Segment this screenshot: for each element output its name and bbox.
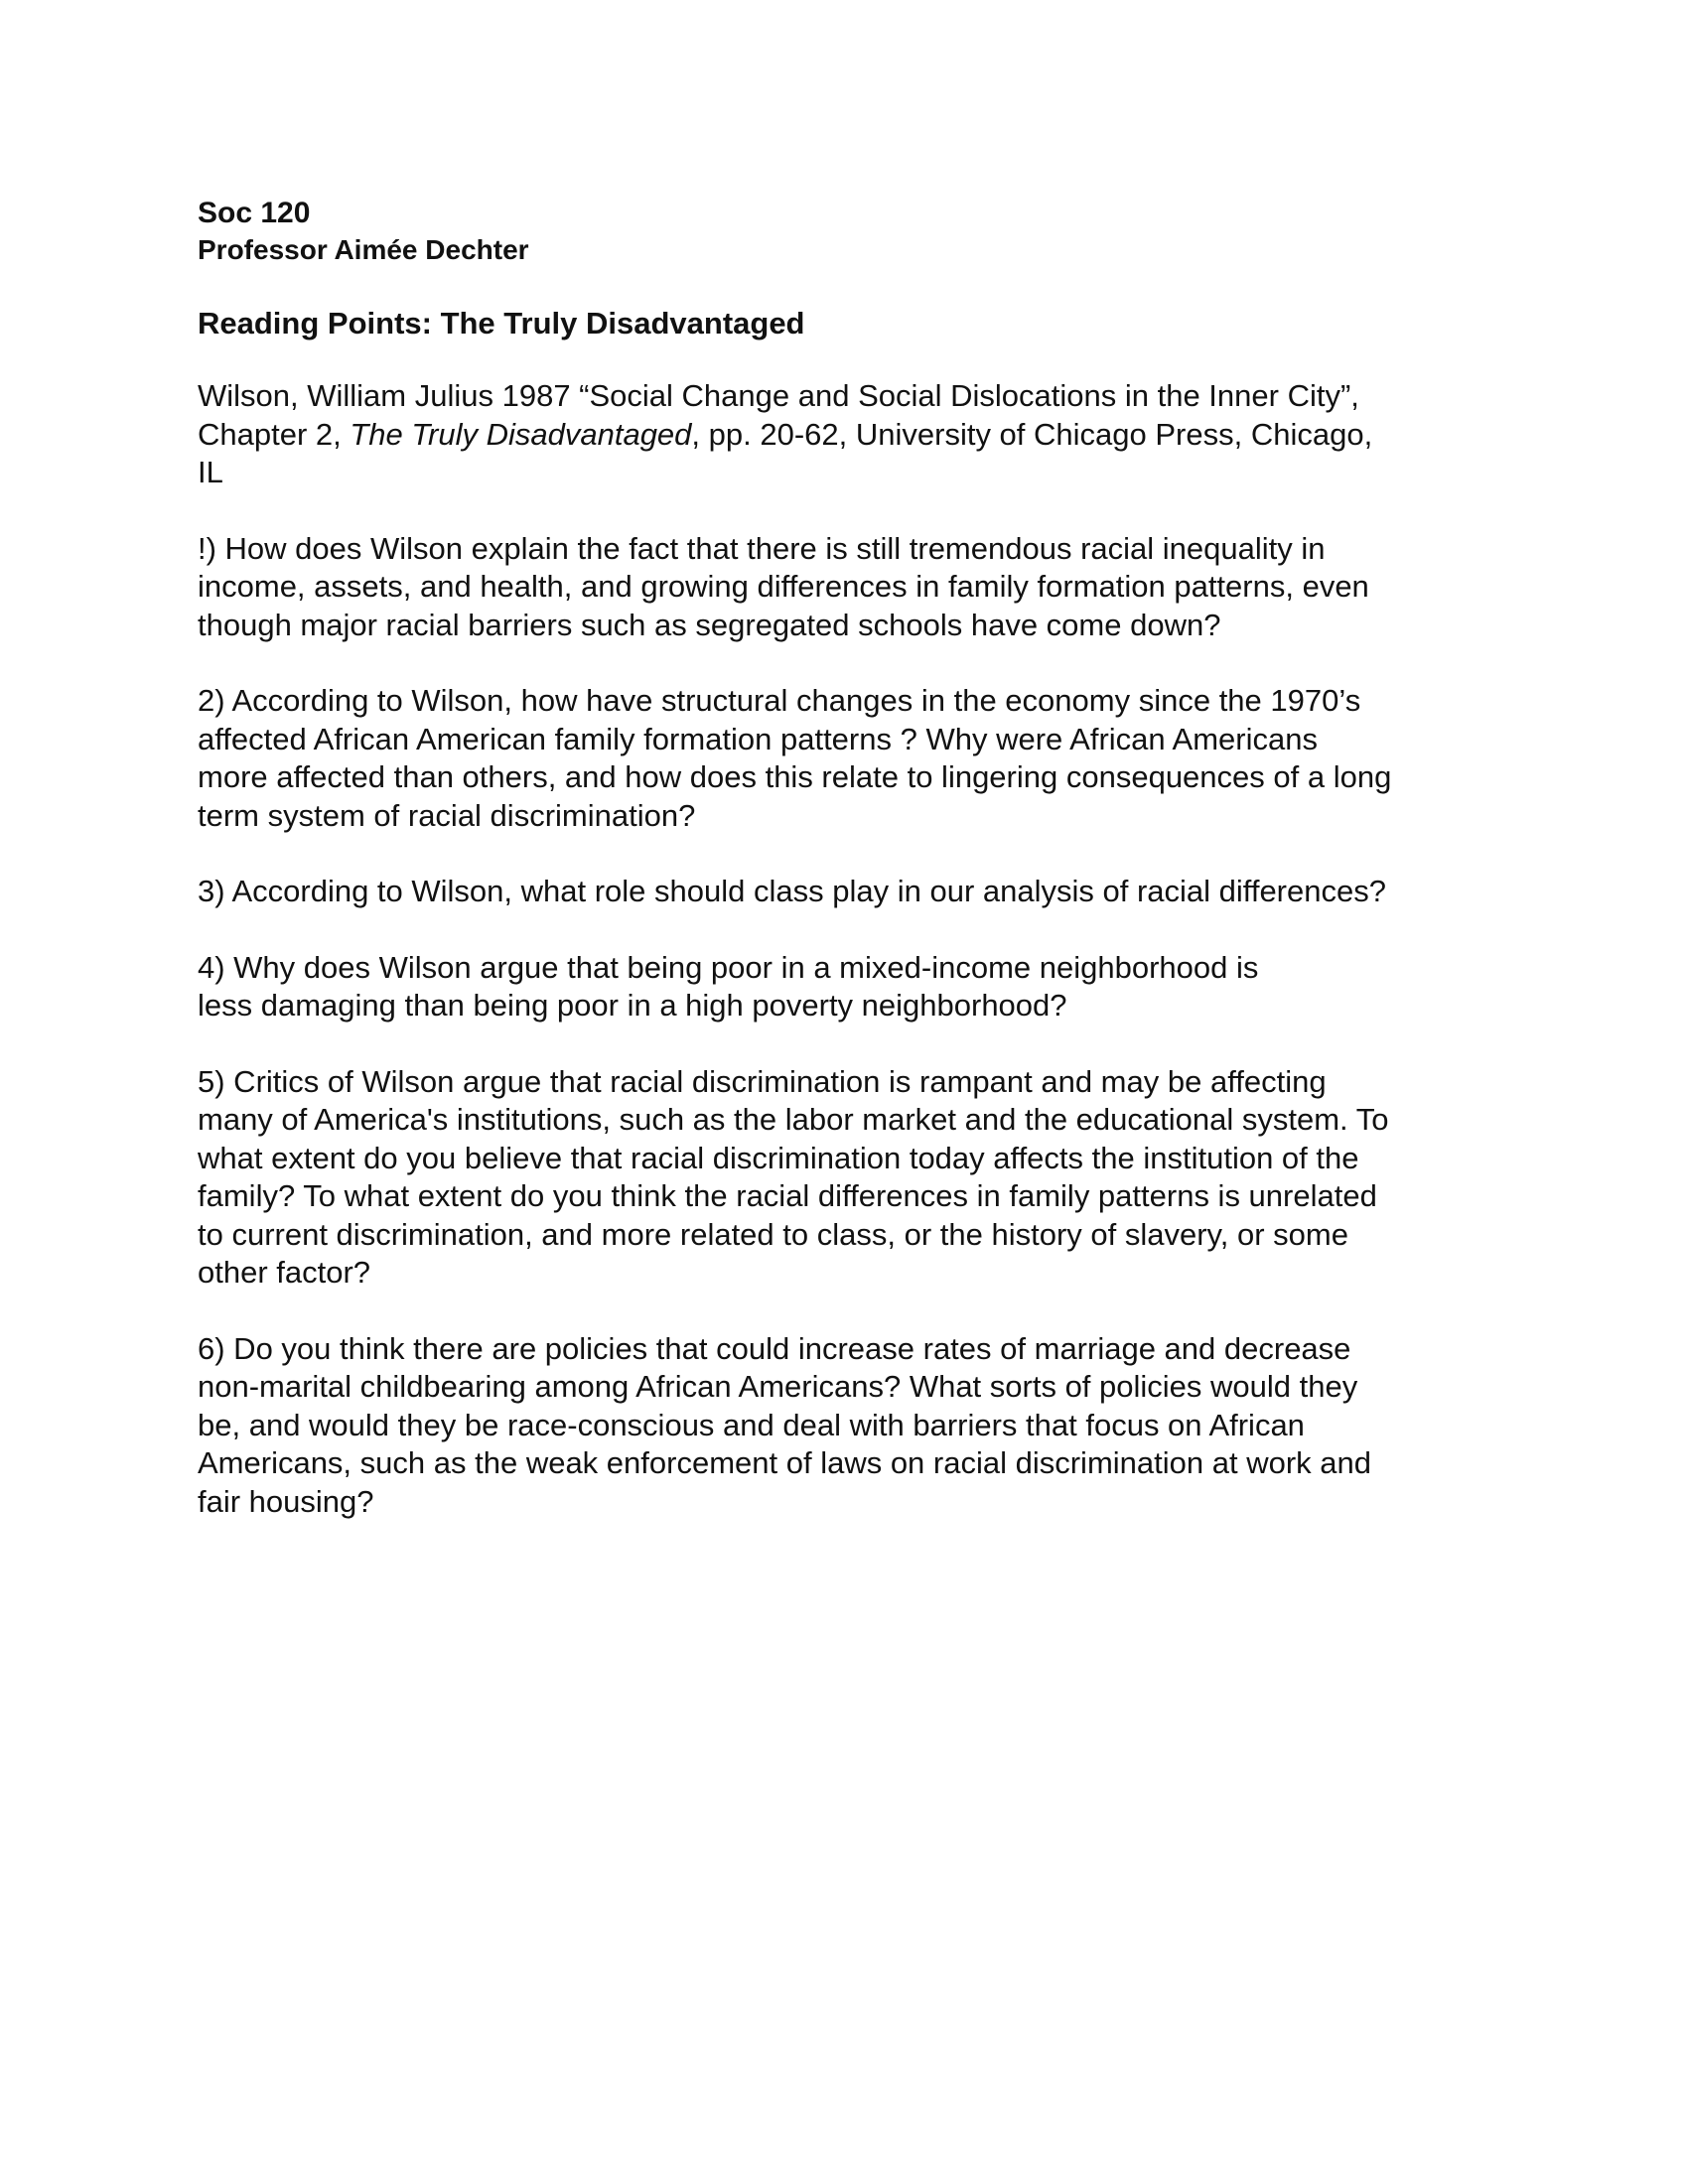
question-line: other factor? xyxy=(198,1255,371,1290)
question-line: 3) According to Wilson, what role should class play in our analysis of racial differences? xyxy=(198,874,1386,908)
question-line: non-marital childbearing among African Americans? What sorts of policies would they xyxy=(198,1369,1358,1404)
question-line: term system of racial discrimination? xyxy=(198,797,696,833)
question-line: be, and would they be race-conscious and deal with barriers that focus on African xyxy=(198,1407,1305,1442)
question-line: !) How does Wilson explain the fact that there is still tremendous racial inequality in xyxy=(198,530,1326,566)
question-1 xyxy=(198,530,1488,645)
question-line: family? To what extent do you think the racial differences in family patterns is unrelated xyxy=(198,1178,1377,1213)
book-title: The Truly Disadvantaged xyxy=(350,416,692,452)
question-line: what extent do you believe that racial discrimination today affects the institution of the xyxy=(198,1140,1359,1175)
professor-name: Professor Aimée Dechter xyxy=(198,234,529,265)
question-line: Americans, such as the weak enforcement of laws on racial discrimination at work and xyxy=(198,1445,1371,1480)
question-5 xyxy=(198,1063,1488,1293)
citation-prefix: Chapter 2, xyxy=(198,416,351,452)
page-title: Reading Points: The Truly Disadvantaged xyxy=(198,306,805,341)
question-line: to current discrimination, and more related to class, or the history of slavery, or some xyxy=(198,1216,1348,1252)
citation-line-3: IL xyxy=(198,455,223,489)
question-line: 4) Why does Wilson argue that being poor in a mixed-income neighborhood is xyxy=(198,949,1259,985)
question-line: though major racial barriers such as segregated schools have come down? xyxy=(198,607,1221,642)
citation-line-2 xyxy=(198,416,1488,455)
question-6 xyxy=(198,1330,1488,1522)
question-3 xyxy=(198,873,1488,911)
question-line: 6) Do you think there are policies that could increase rates of marriage and decrease xyxy=(198,1330,1351,1366)
question-line: 2) According to Wilson, how have structural changes in the economy since the 1970’s xyxy=(198,683,1361,718)
question-line: income, assets, and health, and growing differences in family formation patterns, even xyxy=(198,569,1369,604)
citation xyxy=(198,377,1488,492)
question-line: affected African American family formation patterns ? Why were African Americans xyxy=(198,721,1318,756)
citation-suffix: , pp. 20-62, University of Chicago Press, Chicago, xyxy=(691,416,1373,452)
question-line: less damaging than being poor in a high poverty neighborhood? xyxy=(198,988,1067,1023)
question-line: 5) Critics of Wilson argue that racial discrimination is rampant and may be affecting xyxy=(198,1063,1327,1099)
document-page xyxy=(198,195,1488,1521)
question-4 xyxy=(198,949,1488,1025)
citation-line-1: Wilson, William Julius 1987 “Social Change and Social Dislocations in the Inner City”, xyxy=(198,378,1359,413)
course-code: Soc 120 xyxy=(198,197,311,229)
question-line: more affected than others, and how does this relate to lingering consequences of a long xyxy=(198,759,1392,794)
question-line: fair housing? xyxy=(198,1483,374,1519)
question-line: many of America's institutions, such as the labor market and the educational system. To xyxy=(198,1102,1389,1137)
question-2 xyxy=(198,682,1488,835)
